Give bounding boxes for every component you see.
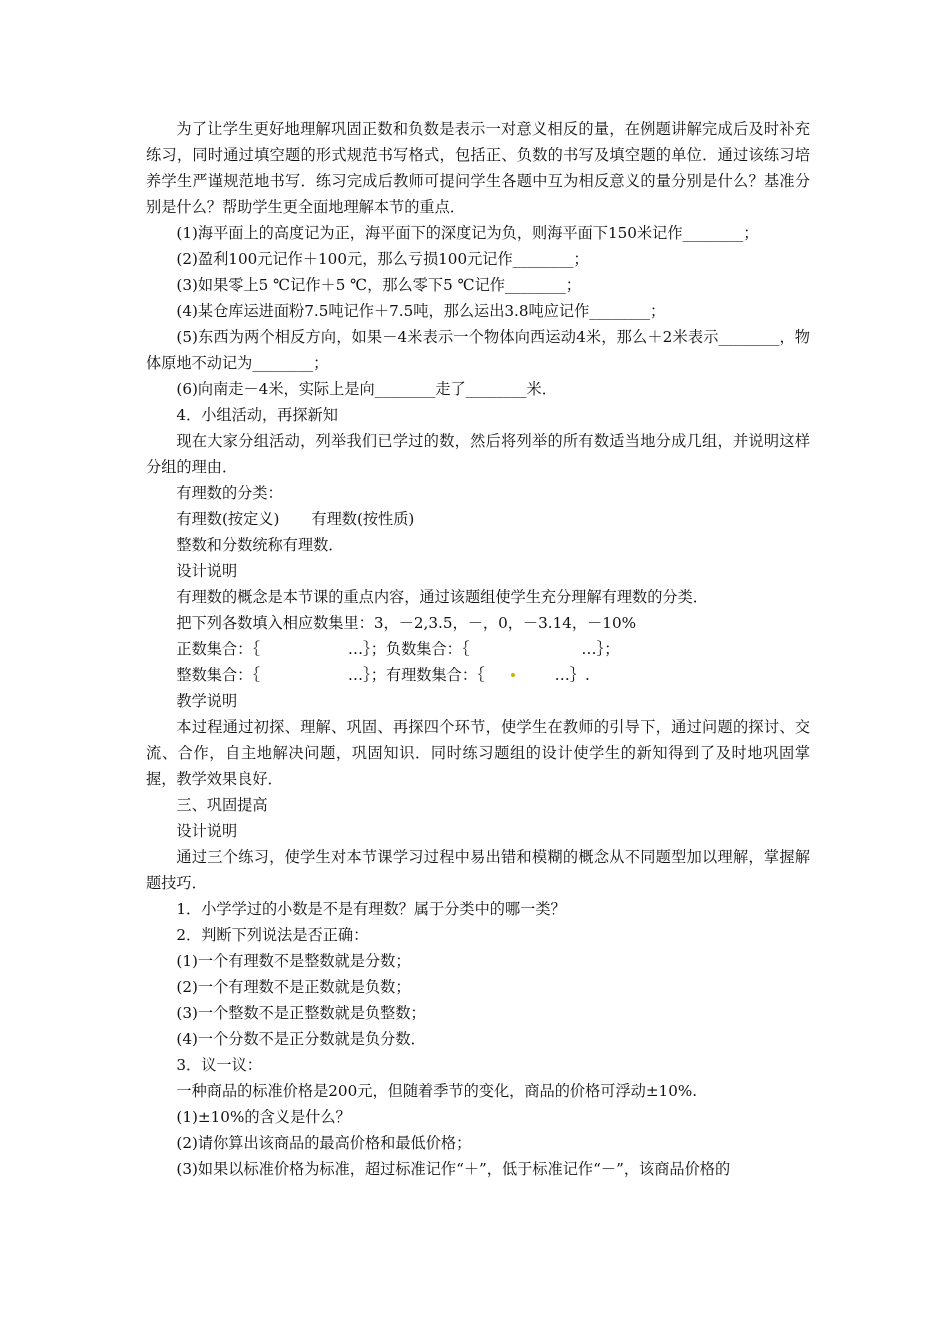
positive-set-label: 正数集合：｛ — [176, 640, 260, 658]
stray-dot — [511, 673, 515, 677]
exercise-2-item-3: (3)一个整数不是正整数就是负整数； — [176, 1004, 426, 1022]
question-4: (4)某仓库运进面粉7.5吨记作＋7.5吨，那么运出3.8吨应记作________； — [176, 302, 666, 320]
collective-statement: 整数和分数统称有理数． — [176, 536, 344, 554]
exercise-2: 2．判断下列说法是否正确： — [176, 926, 369, 944]
exercise-3-item-2: (2)请你算出该商品的最高价格和最低价格； — [176, 1134, 472, 1152]
classification-row — [146, 506, 810, 532]
group-activity-paragraph: 现在大家分组活动，列举我们已学过的数，然后将列举的所有数适当地分成几组，并说明这样分组的理由． — [146, 432, 810, 476]
classification-by-definition: 有理数(按定义) — [176, 510, 280, 528]
exercise-1: 1．小学学过的小数是不是有理数？属于分类中的哪一类？ — [176, 900, 566, 918]
design-note-heading-2: 设计说明 — [176, 822, 238, 840]
intro-paragraph: 为了让学生更好地理解巩固正数和负数是表示一对意义相反的量，在例题讲解完成后及时补充练习，同时通过填空题的形式规范书写格式，包括正、负数的书写及填空题的单位．通过该练习培养学生严谨规范地书写．练习完成后教师可提问学生各题中互为相反意义的量分别是什么？基准分别是什么？帮助学生更全面地理解本节的重点． — [146, 120, 810, 216]
document-body — [146, 116, 810, 1182]
exercise-2-item-4: (4)一个分数不是正分数就是负分数． — [176, 1030, 426, 1048]
exercise-2-item-1: (1)一个有理数不是整数就是分数； — [176, 952, 411, 970]
question-6: (6)向南走－4米，实际上是向________走了________米． — [176, 380, 557, 398]
integer-set-close: …｝； — [347, 666, 386, 684]
teaching-note-text: 本过程通过初探、理解、巩固、再探四个环节，使学生在教师的引导下，通过问题的探讨、交流、合作，自主地解决问题，巩固知识．同时练习题组的设计使学生的新知得到了及时地巩固掌握，教学效果良好． — [146, 718, 810, 788]
rational-set-label: 有理数集合：｛ — [385, 666, 485, 684]
exercise-3-item-3: (3)如果以标准价格为标准，超过标准记作“＋”，低于标准记作“－”，该商品价格的 — [176, 1160, 731, 1178]
fill-sets-instruction: 把下列各数填入相应数集里：3，－2,3.5，－，0，－3.14，－10% — [176, 614, 637, 632]
question-2: (2)盈利100元记作＋100元，那么亏损100元记作________； — [176, 250, 589, 268]
question-3: (3)如果零上5 ℃记作＋5 ℃，那么零下5 ℃记作________； — [176, 276, 581, 294]
design-note-text-1: 有理数的概念是本节课的重点内容，通过该题组使学生充分理解有理数的分类． — [176, 588, 708, 606]
question-5: (5)东西为两个相反方向，如果－4米表示一个物体向西运动4米，那么＋2米表示________，物体原地不动记为________； — [146, 328, 810, 372]
section-4-heading: 4．小组活动，再探新知 — [176, 406, 338, 424]
exercise-3-item-1: (1)±10%的含义是什么？ — [176, 1108, 351, 1126]
design-note-text-2: 通过三个练习，使学生对本节课学习过程中易出错和模糊的概念从不同题型加以理解，掌握解题技巧． — [146, 848, 810, 892]
section-3-heading: 三、巩固提高 — [176, 796, 268, 814]
teaching-note-heading: 教学说明 — [176, 692, 238, 710]
exercise-3: 3．议一议： — [176, 1056, 262, 1074]
classification-title: 有理数的分类： — [176, 484, 283, 502]
design-note-heading-1: 设计说明 — [176, 562, 238, 580]
negative-set-close: …｝； — [581, 640, 620, 658]
negative-set-label: 负数集合：｛ — [385, 640, 470, 658]
question-1: (1)海平面上的高度记为正，海平面下的深度记为负，则海平面下150米记作________； — [176, 224, 759, 242]
sets-row-2 — [146, 662, 810, 688]
classification-by-property: 有理数(按性质) — [311, 510, 415, 528]
positive-set-close: …｝； — [347, 640, 386, 658]
rational-set-close: …｝. — [554, 666, 590, 684]
integer-set-label: 整数集合：｛ — [176, 666, 260, 684]
exercise-2-item-2: (2)一个有理数不是正数就是负数； — [176, 978, 411, 996]
sets-row-1 — [146, 636, 810, 662]
exercise-3-text: 一种商品的标准价格是200元，但随着季节的变化，商品的价格可浮动±10%. — [176, 1082, 698, 1100]
